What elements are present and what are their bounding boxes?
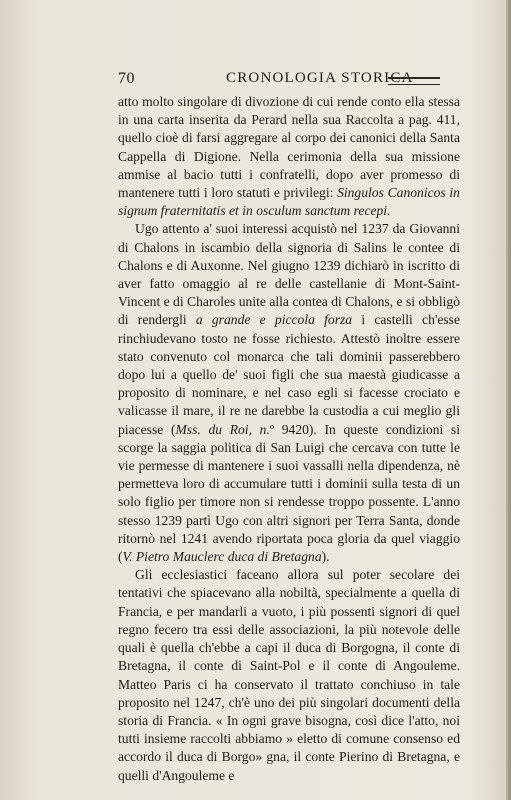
page-header <box>118 70 463 92</box>
text-run: i castelli ch'esse rinchiudevano tosto ne fosse richiesto. Attestò inoltre essere stato convenuto col monarca che tali dominii passerebbero dopo lui a quello de' suoi figli che sua maestà giudicasse a proposito di nominare, e nel caso egli si facesse crociato e valicasse il mare, il re ne darebbe la custodia a cui meglio gli piacesse ( <box>118 312 460 437</box>
text-run: Ugo attento a' suoi interessi acquistò nel 1237 da Giovanni di Chalons in iscambio della signoria di Salins le contee di Chalons e di Auxonne. Nel giugno 1239 dichiarò in iscritto di aver fatto omaggio al re delle castellanie di Mont-Saint-Vincent e di Charoles unite alla contea di Chalons, e si obbligò di rendergli <box>118 221 460 328</box>
paragraph <box>118 220 460 566</box>
text-run: atto molto singolare di divozione di cui rende conto ella stessa in una carta inserita da Perard nella sua Raccolta a pag. 411, quello cioè di farsi aggregare al corpo dei canonici della Santa Cappella di Digione. Nella cerimonia della sua missione ammise al bacio tutti i confratelli, dopo aver promesso di mantenere tutti i loro statuti e privilegi: <box>118 94 460 201</box>
page-number: 70 <box>118 70 135 87</box>
text-run: ). <box>321 549 330 565</box>
body-text <box>118 93 460 785</box>
paragraph <box>118 93 460 220</box>
citation: Mss. du Roi, n. <box>175 421 270 437</box>
page-edge-shadow <box>506 0 511 800</box>
text-run: º 9420). In queste condizioni si scorge la saggia politica di San Luigi che cercava con tutte le vie permesse di mantenere i suoi vassalli nella dipendenza, nè permetteva loro di accumulare tutti i dominii sulla testa di un solo figlio per timore non si rendesse troppo possente. L'anno stesso 1239 partì Ugo con altri signori per Terra Santa, donde ritornò nel 1241 avendo riportata poca gloria da quel viaggio ( <box>118 421 460 565</box>
running-title: CRONOLOGIA STORICA <box>226 70 414 86</box>
italic-phrase: a grande e piccola forza <box>195 312 353 328</box>
latin-quote: Singulos Canonicos in signum fraternitatis et in osculum sanctum recepi. <box>118 185 460 219</box>
header-ornament <box>388 77 440 85</box>
cross-reference: V. Pietro Mauclerc duca di Bretagna <box>122 549 322 565</box>
text-run: Gli ecclesiastici faceano allora sul poter secolare dei tentativi che spiacevano alla nobiltà, specialmente a quella di Francia, e per mandarli a vuoto, i più possenti signori di quel regno fecero tra essi delle associazioni, la più notevole delle quali è quella ch'ebbe a capi il duca di Borgogna, il conte di Bretagna, il conte di Saint-Pol e il conte di Angouleme. Matteo Paris ci ha conservato il trattato conchiuso in tale proposito nel 1247, ch'è uno dei più singolari documenti della storia di Francia. « In ogni grave bisogna, così dice l'atto, noi tutti insieme raccolti abbiamo » eletto di comune consenso ed accordo il duca di Borgo» gna, il conte Pierino di Bretagna, e quelli d'Angouleme e <box>118 567 460 783</box>
paragraph <box>118 566 460 784</box>
